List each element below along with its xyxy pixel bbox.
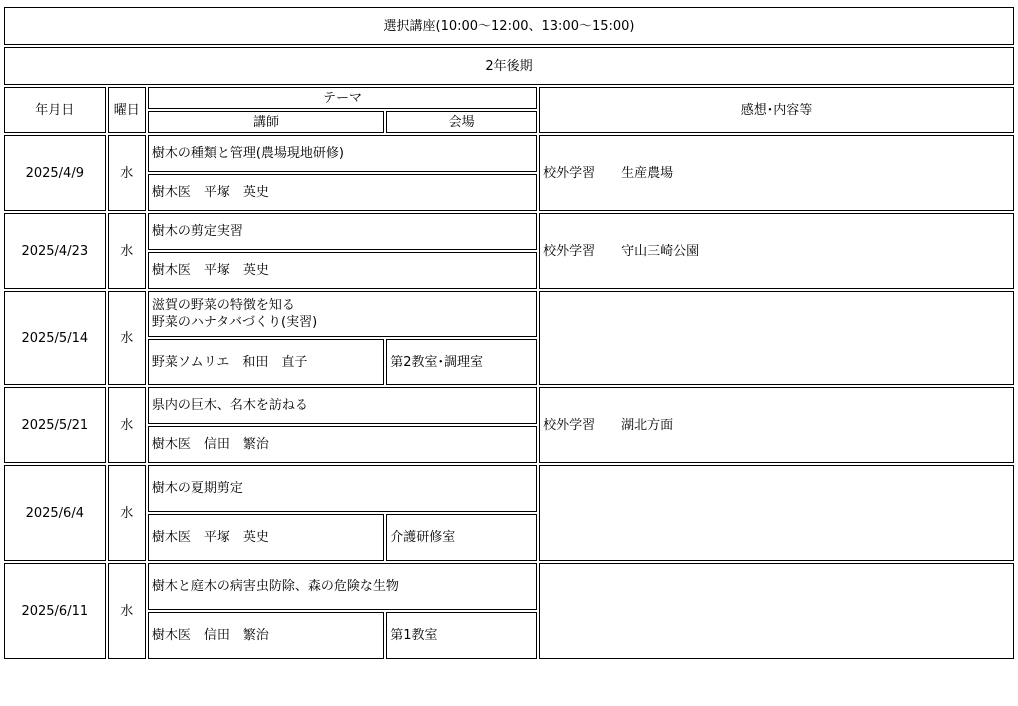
row-weekday: 水 bbox=[108, 291, 146, 385]
row-date: 2025/4/9 bbox=[4, 135, 106, 211]
row-weekday: 水 bbox=[108, 387, 146, 463]
row-theme: 滋賀の野菜の特徴を知る 野菜のハナタバづくり(実習) bbox=[148, 291, 537, 337]
row-date: 2025/5/14 bbox=[4, 291, 106, 385]
row-lecturer: 樹木医 信田 繁治 bbox=[148, 426, 537, 463]
row-weekday: 水 bbox=[108, 213, 146, 289]
row-venue: 第2教室･調理室 bbox=[386, 339, 537, 385]
table-row bbox=[4, 465, 1014, 512]
row-lecturer: 樹木医 信田 繁治 bbox=[148, 612, 384, 659]
schedule-table bbox=[2, 5, 1016, 661]
row-theme: 樹木の種類と管理(農場現地研修) bbox=[148, 135, 537, 172]
row-notes bbox=[539, 563, 1014, 659]
row-lecturer: 野菜ソムリエ 和田 直子 bbox=[148, 339, 384, 385]
header-theme: テーマ bbox=[148, 87, 537, 109]
row-notes: 校外学習 守山三崎公園 bbox=[539, 213, 1014, 289]
row-notes: 校外学習 湖北方面 bbox=[539, 387, 1014, 463]
row-notes bbox=[539, 465, 1014, 561]
table-row bbox=[4, 213, 1014, 250]
schedule-table-wrapper bbox=[2, 5, 1016, 661]
row-lecturer: 樹木医 平塚 英史 bbox=[148, 174, 537, 211]
table-row bbox=[4, 135, 1014, 172]
table-row bbox=[4, 291, 1014, 337]
table-row bbox=[4, 387, 1014, 424]
header-date: 年月日 bbox=[4, 87, 106, 133]
row-weekday: 水 bbox=[108, 563, 146, 659]
row-theme: 県内の巨木、名木を訪ねる bbox=[148, 387, 537, 424]
table-title: 選択講座(10:00〜12:00、13:00〜15:00) bbox=[4, 7, 1014, 45]
term-heading: 2年後期 bbox=[4, 47, 1014, 85]
row-theme: 樹木と庭木の病害虫防除、森の危険な生物 bbox=[148, 563, 537, 610]
row-weekday: 水 bbox=[108, 135, 146, 211]
header-weekday: 曜日 bbox=[108, 87, 146, 133]
header-lecturer: 講師 bbox=[148, 111, 384, 133]
row-lecturer: 樹木医 平塚 英史 bbox=[148, 514, 384, 561]
table-row bbox=[4, 563, 1014, 610]
row-lecturer: 樹木医 平塚 英史 bbox=[148, 252, 537, 289]
row-date: 2025/6/4 bbox=[4, 465, 106, 561]
row-theme: 樹木の剪定実習 bbox=[148, 213, 537, 250]
row-notes bbox=[539, 291, 1014, 385]
header-notes: 感想･内容等 bbox=[539, 87, 1014, 133]
row-notes: 校外学習 生産農場 bbox=[539, 135, 1014, 211]
row-theme: 樹木の夏期剪定 bbox=[148, 465, 537, 512]
row-date: 2025/5/21 bbox=[4, 387, 106, 463]
row-weekday: 水 bbox=[108, 465, 146, 561]
header-venue: 会場 bbox=[386, 111, 537, 133]
row-date: 2025/6/11 bbox=[4, 563, 106, 659]
row-date: 2025/4/23 bbox=[4, 213, 106, 289]
row-venue: 介護研修室 bbox=[386, 514, 537, 561]
row-venue: 第1教室 bbox=[386, 612, 537, 659]
